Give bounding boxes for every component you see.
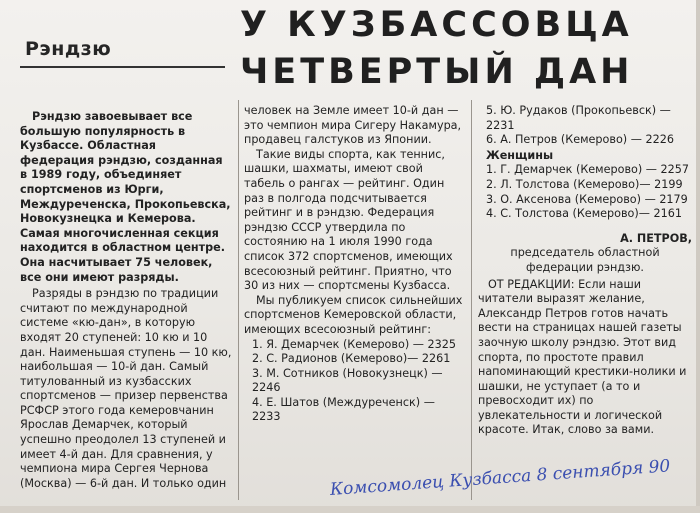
- body-paragraph: Мы публикуем список сильнейших спортсменов Кемеровской области, имеющих всесоюзный рейтинг:: [244, 293, 463, 336]
- rubric-label: Рэндзю: [25, 38, 112, 60]
- handwritten-source-note: Комсомолец Кузбасса 8 сентября 90: [329, 456, 671, 500]
- ranking-item: 4. С. Толстова (Кемерово)— 2161: [486, 207, 682, 221]
- column-divider: [238, 100, 239, 500]
- ranking-item: 1. Г. Демарчек (Кемерово) — 2257: [486, 163, 690, 177]
- body-paragraph: Такие виды спорта, как теннис, шашки, шахматы, имеют свой табель о рангах — рейтинг. Один раз в полгода подсчитывается рейтинг и в рэндзю. Федерация рэндзю СССР утвердила по состоянию на 1 июля 1990 года список 372 спортсменов, имеющих всесоюзный рейтинг. Приятно, что 30 из них — спортсмены Кузбасса.: [244, 147, 453, 293]
- ranking-item: 4. Е. Шатов (Междуреченск) — 2233: [252, 395, 435, 424]
- ranking-item: 6. А. Петров (Кемерово) — 2226: [486, 133, 674, 147]
- paper-edge: [0, 506, 700, 513]
- headline: [240, 2, 690, 96]
- article-column-1: [20, 110, 232, 491]
- lead-paragraph: Рэндзю завоевывает все большую популярность в Кузбассе. Областная федерация рэндзю, созданная в 1989 году, объединяет спортсменов из Юрги, Междуреченска, Прокопьевска, Новокузнецка и Кемерова. Самая многочисленная секция находится в областном центре. Она насчитывает 75 человек, все они имеют разряды.: [20, 110, 231, 284]
- paper-edge: [696, 0, 700, 513]
- body-paragraph: Разряды в рэндзю по традиции считают по международной системе «кю-дан», в которую входят 20 ступеней: 10 кю и 10 дан. Наименьшая ступень — 10 кю, наибольшая — 10-й дан. Самый титулованный из кузбасских спортсменов — призер первенства РСФСР этого года кемеровчанин Ярослав Демарчек, который успешно преодолел 13 ступеней и имеет 4-й дан. Для сравнения, у чемпиона мира Сергея Чернова (Москва) — 6-й дан. И только один: [20, 287, 232, 490]
- ranking-item: 3. М. Сотников (Новокузнецк) — 2246: [252, 366, 443, 395]
- editorial-note: ОТ РЕДАКЦИИ: Если наши читатели выразят желание, Александр Петров готов начать вести на страницах нашей газеты заочную школу рэндзю. Этот вид спорта, по простоте правил напоминающий крестики-нолики и шашки, не уступает (а то и превосходит их) по увлекательности и логической красоте. Итак, слово за вами.: [478, 277, 687, 437]
- headline-line-1: У КУЗБАССОВЦА: [240, 5, 633, 45]
- author-name: А. ПЕТРОВ,: [620, 231, 692, 245]
- column-divider: [471, 100, 472, 500]
- ranking-item: 1. Я. Демарчек (Кемерово) — 2325: [252, 337, 456, 351]
- headline-line-2: ЧЕТВЕРТЫЙ ДАН: [240, 52, 634, 92]
- ranking-item: 5. Ю. Рудаков (Прокопьевск) — 2231: [486, 104, 671, 132]
- rubric-underline: [20, 66, 225, 68]
- body-paragraph: человек на Земле имеет 10-й дан — это чемпион мира Сигеру Накамура, продавец галстуков из Японии.: [244, 104, 462, 147]
- article-column-3: [478, 104, 692, 438]
- article-column-2: [244, 104, 466, 425]
- women-heading: Женщины: [486, 148, 554, 162]
- ranking-item: 2. Л. Толстова (Кемерово)— 2199: [486, 177, 683, 191]
- ranking-item: 3. О. Аксенова (Кемерово) — 2179: [486, 192, 688, 206]
- author-title: председатель областной федерации рэндзю.: [510, 246, 660, 274]
- ranking-item: 2. С. Радионов (Кемерово)— 2261: [252, 352, 451, 366]
